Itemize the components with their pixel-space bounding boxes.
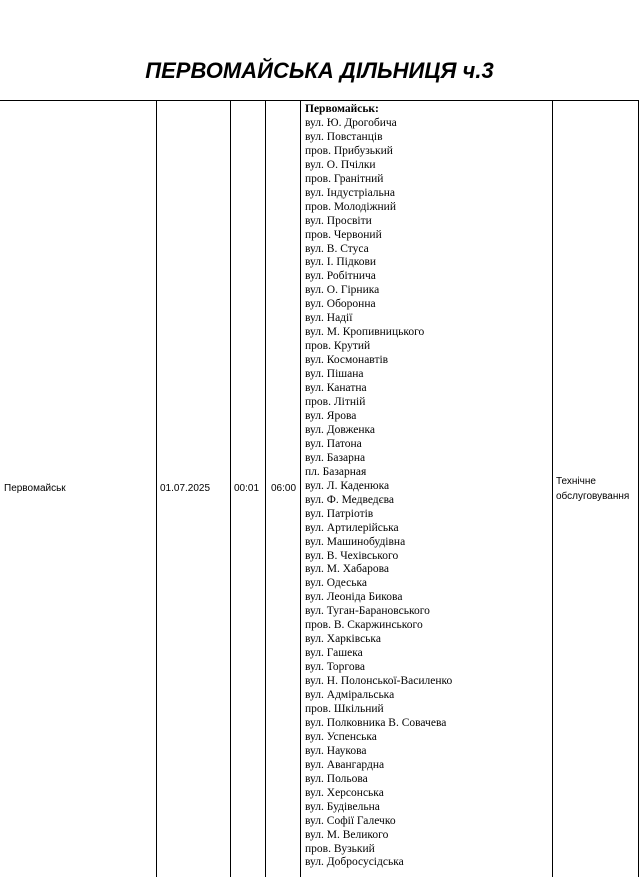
street-item: пров. В. Скаржинського (305, 619, 423, 632)
street-item: вул. Пішана (305, 368, 364, 381)
street-item: пров. Прибузький (305, 144, 393, 157)
street-item: вул. Л. Каденюка (305, 479, 390, 492)
street-item: вул. Одеська (305, 577, 368, 590)
street-item: пров. Червоний (305, 228, 382, 241)
street-item: вул. Базарна (305, 451, 366, 464)
reason-cell (553, 100, 639, 877)
street-item: пл. Базарная (305, 465, 367, 478)
street-item: вул. Добросусідська (305, 856, 404, 869)
time-from: 00:01 (234, 482, 260, 494)
time-to: 06:00 (271, 482, 297, 494)
street-item: вул. В. Чехівського (305, 549, 399, 562)
street-item: вул. Польова (305, 772, 368, 785)
street-item: вул. Софії Галечко (305, 814, 396, 827)
street-item: вул. Робітнича (305, 270, 376, 283)
time-from-cell (231, 100, 265, 877)
time-to-cell (266, 100, 300, 877)
street-item: пров. Гранітний (305, 172, 384, 185)
street-item: вул. М. Хабарова (305, 563, 389, 576)
street-item: вул. Патона (305, 437, 362, 450)
street-item: вул. Патріотів (305, 507, 374, 520)
street-item: вул. Довженка (305, 423, 376, 436)
street-item: вул. Ф. Медведєва (305, 493, 394, 506)
street-item: вул. Артилерійська (305, 521, 399, 534)
street-item: вул. Туган-Барановського (305, 605, 430, 618)
street-item: вул. Канатна (305, 382, 367, 395)
street-item: вул. Наукова (305, 744, 367, 757)
street-item: вул. Космонавтів (305, 354, 389, 367)
streets-cell (305, 103, 551, 870)
column-divider (300, 100, 301, 877)
street-item: вул. Гашека (305, 647, 363, 660)
outage-reason: Технічне обслуговування (556, 475, 630, 502)
street-item: вул. І. Підкови (305, 256, 377, 269)
street-item: вул. Просвіти (305, 214, 372, 227)
street-item: вул. Авангардна (305, 758, 385, 771)
street-item: вул. Харківська (305, 633, 381, 646)
street-item: вул. Ю. Дрогобича (305, 116, 397, 129)
date-cell (157, 100, 230, 877)
street-item: вул. Полковника В. Совачева (305, 716, 447, 729)
street-item: вул. Машинобудівна (305, 535, 406, 548)
street-item: вул. Індустріальна (305, 186, 396, 199)
street-item: вул. Адміральська (305, 689, 395, 702)
street-item: вул. Повстанців (305, 130, 383, 143)
streets-heading: Первомайськ: (305, 103, 379, 115)
settlement-name: Первомайськ (4, 482, 66, 494)
street-item: пров. Вузький (305, 842, 375, 855)
street-item: вул. Херсонська (305, 786, 384, 799)
street-item: вул. М. Кропивницького (305, 326, 425, 339)
page-title: ПЕРВОМАЙСЬКА ДІЛЬНИЦЯ ч.3 (145, 58, 494, 83)
street-item: вул. О. Гірника (305, 284, 380, 297)
street-item: пров. Крутий (305, 340, 371, 353)
street-item: вул. Оборонна (305, 298, 376, 311)
outage-date: 01.07.2025 (160, 482, 211, 494)
street-item: вул. М. Великого (305, 828, 389, 841)
street-item: вул. Будівельна (305, 800, 380, 813)
street-item: вул. О. Пчілки (305, 158, 376, 171)
street-item: пров. Літній (305, 396, 366, 409)
street-item: пров. Шкільний (305, 702, 384, 715)
street-item: вул. В. Стуса (305, 242, 369, 255)
street-item: пров. Молодіжний (305, 200, 396, 213)
street-item: вул. Леоніда Бикова (305, 591, 403, 604)
street-item: вул. Надії (305, 312, 353, 325)
settlement-cell (2, 100, 156, 877)
street-item: вул. Ярова (305, 409, 357, 422)
street-item: вул. Торгова (305, 661, 365, 674)
street-item: вул. Н. Полонської-Василенко (305, 675, 453, 688)
outage-table (0, 100, 639, 877)
street-item: вул. Успенська (305, 730, 377, 743)
